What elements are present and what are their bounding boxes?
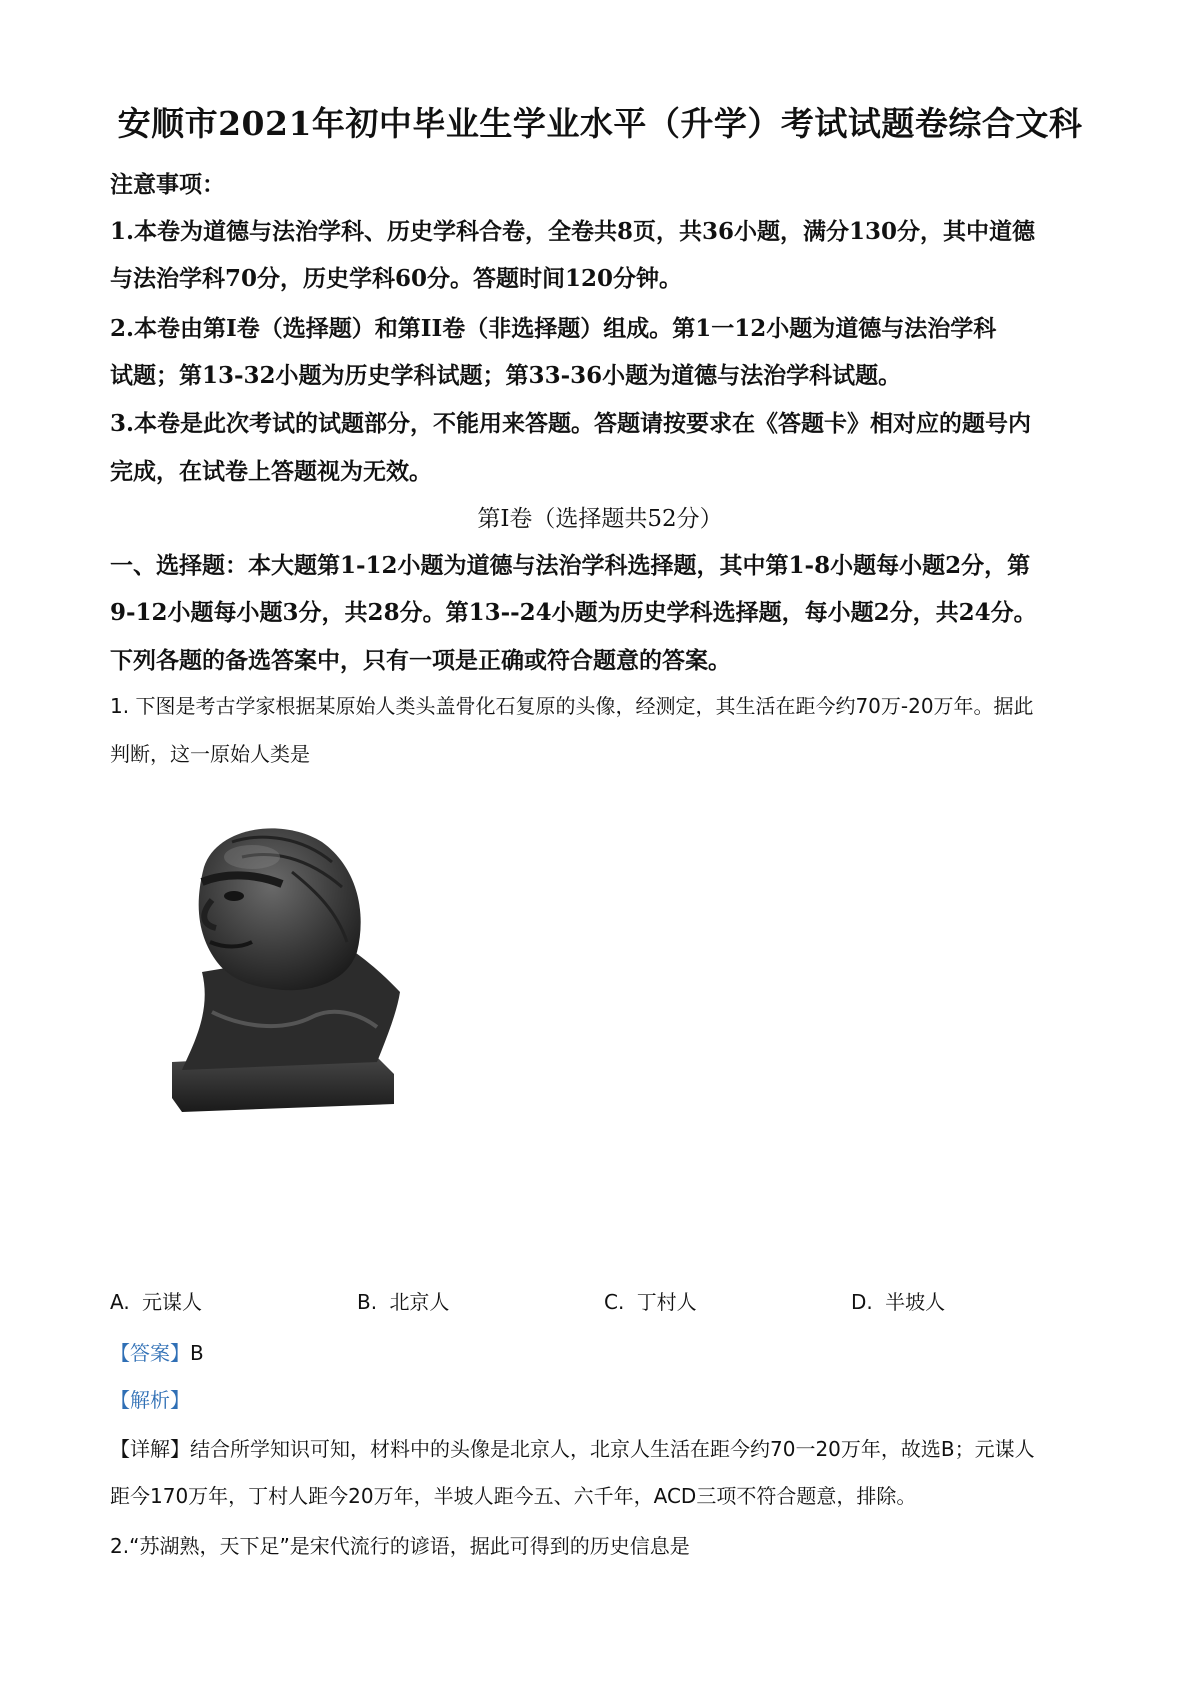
question-1-stem: 判断，这一原始人类是 xyxy=(110,742,310,766)
option-a xyxy=(110,1286,202,1315)
notice-line: 3.本卷是此次考试的试题部分，不能用来答题。答题请按要求在《答题卡》相对应的题号内 xyxy=(110,410,1032,437)
option-b xyxy=(357,1286,449,1315)
option-text: 丁村人 xyxy=(636,1290,697,1314)
instruction-line: 下列各题的备选答案中，只有一项是正确或符合题意的答案。 xyxy=(110,647,731,674)
notice-line: 1.本卷为道德与法治学科、历史学科合卷，全卷共8页，共36小题，满分130分，其中道德 xyxy=(110,218,1036,245)
option-letter: C. xyxy=(604,1290,625,1314)
notice-heading: 注意事项： xyxy=(110,171,225,198)
answer-line xyxy=(110,1337,204,1366)
option-letter: B. xyxy=(357,1290,378,1314)
section-heading: 第I卷（选择题共52分） xyxy=(477,506,723,532)
answer-value: B xyxy=(190,1341,204,1365)
detail-label: 【详解】 xyxy=(110,1437,190,1461)
answer-label: 【答案】 xyxy=(110,1341,190,1365)
peking-man-bust-image xyxy=(172,812,422,1132)
option-letter: D. xyxy=(851,1290,873,1314)
question-1-stem: 1. 下图是考古学家根据某原始人类头盖骨化石复原的头像，经测定，其生活在距今约70万-20万年。据此 xyxy=(110,694,1034,718)
notice-line: 与法治学科70分，历史学科60分。答题时间120分钟。 xyxy=(110,265,683,292)
option-letter: A. xyxy=(110,1290,130,1314)
question-2-stem: 2.“苏湖熟，天下足”是宋代流行的谚语，据此可得到的历史信息是 xyxy=(110,1534,690,1558)
option-d xyxy=(851,1286,945,1315)
analysis-label: 【解析】 xyxy=(110,1388,190,1412)
analysis-line xyxy=(110,1384,190,1413)
notice-line: 试题；第13-32小题为历史学科试题；第33-36小题为道德与法治学科试题。 xyxy=(110,362,902,389)
instruction-line: 一、选择题：本大题第1-12小题为道德与法治学科选择题，其中第1-8小题每小题2分，第 xyxy=(110,552,1031,579)
detail-text: 结合所学知识可知，材料中的头像是北京人，北京人生活在距今约70一20万年，故选B；元谋人 xyxy=(190,1437,1035,1461)
detail-line: 距今170万年，丁村人距今20万年，半坡人距今五、六千年，ACD三项不符合题意，排除。 xyxy=(110,1484,917,1508)
option-text: 元谋人 xyxy=(142,1290,203,1314)
notice-line: 完成，在试卷上答题视为无效。 xyxy=(110,458,432,485)
detail-line xyxy=(110,1433,1035,1462)
option-text: 北京人 xyxy=(389,1290,450,1314)
instruction-line: 9-12小题每小题3分，共28分。第13--24小题为历史学科选择题，每小题2分，共24分。 xyxy=(110,599,1037,626)
exam-title: 安顺市2021年初中毕业生学业水平（升学）考试试题卷综合文科 xyxy=(117,104,1083,143)
notice-line: 2.本卷由第I卷（选择题）和第II卷（非选择题）组成。第1一12小题为道德与法治学科 xyxy=(110,315,997,342)
option-c xyxy=(604,1286,697,1315)
option-text: 半坡人 xyxy=(885,1290,946,1314)
